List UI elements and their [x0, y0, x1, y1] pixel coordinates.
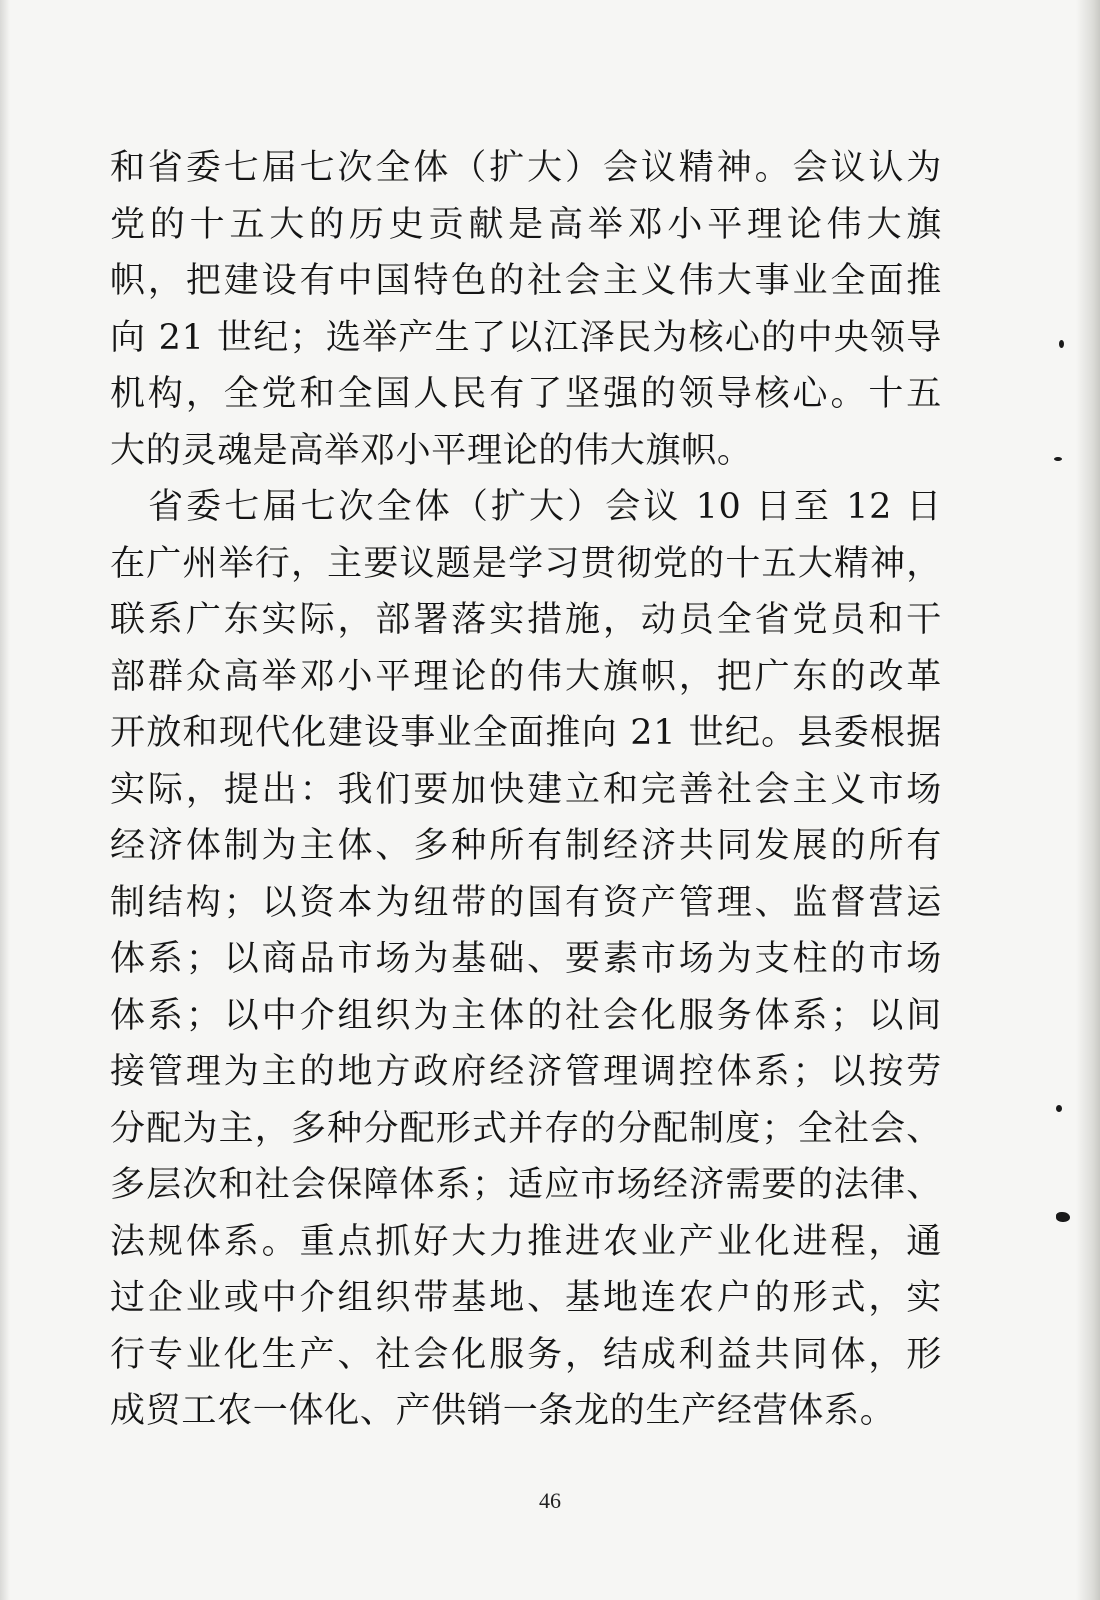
text-line: 大的灵魂是高举邓小平理论的伟大旗帜。 — [110, 430, 753, 471]
text-line: 接管理为主的地方政府经济管理调控体系；以按劳 — [110, 1052, 942, 1092]
text-line: 在广州举行，主要议题是学习贯彻党的十五大精神， — [110, 543, 942, 584]
text-line: 党的十五大的历史贡献是高举邓小平理论伟大旗 — [110, 204, 942, 245]
text-line: 联系广东实际，部署落实措施，动员全省党员和干 — [110, 600, 942, 640]
text-line: 行专业化生产、社会化服务，结成利益共同体，形 — [110, 1334, 942, 1375]
text-line: 和省委七届七次全体（扩大）会议精神。会议认为 — [110, 148, 942, 188]
text-line: 成贸工农一体化、产供销一条龙的生产经营体系。 — [110, 1391, 896, 1431]
text-line: 分配为主，多种分配形式并存的分配制度；全社会、 — [110, 1108, 942, 1149]
scan-speck — [1056, 1105, 1062, 1112]
text-line: 制结构；以资本为纽带的国有资产管理、监督营运 — [110, 882, 942, 923]
scan-speck — [1056, 1212, 1070, 1222]
page-left-edge-shadow — [0, 0, 10, 1600]
text-line: 省委七届七次全体（扩大）会议 10 日至 12 日 — [110, 487, 942, 527]
text-line: 实际，提出：我们要加快建立和完善社会主义市场 — [110, 769, 942, 810]
text-line: 部群众高举邓小平理论的伟大旗帜，把广东的改革 — [110, 656, 942, 697]
text-line: 向 21 世纪；选举产生了以江泽民为核心的中央领导 — [110, 317, 942, 358]
scan-speck — [1059, 340, 1064, 348]
text-line: 经济体制为主体、多种所有制经济共同发展的所有 — [110, 826, 942, 866]
page-number: 46 — [539, 1488, 561, 1513]
scan-speck — [1054, 457, 1062, 461]
text-line: 体系；以中介组织为主体的社会化服务体系；以间 — [110, 995, 942, 1036]
text-line: 体系；以商品市场为基础、要素市场为支柱的市场 — [110, 939, 942, 979]
body-text — [110, 140, 942, 1440]
text-line: 机构，全党和全国人民有了坚强的领导核心。十五 — [110, 374, 942, 414]
text-line: 法规体系。重点抓好大力推进农业产业化进程，通 — [110, 1221, 942, 1262]
text-line: 帜，把建设有中国特色的社会主义伟大事业全面推 — [110, 261, 942, 301]
text-line: 开放和现代化建设事业全面推向 21 世纪。县委根据 — [110, 713, 942, 753]
page-right-edge-shadow — [1076, 0, 1100, 1600]
text-line: 过企业或中介组织带基地、基地连农户的形式，实 — [110, 1278, 942, 1318]
text-line: 多层次和社会保障体系；适应市场经济需要的法律、 — [110, 1165, 942, 1205]
